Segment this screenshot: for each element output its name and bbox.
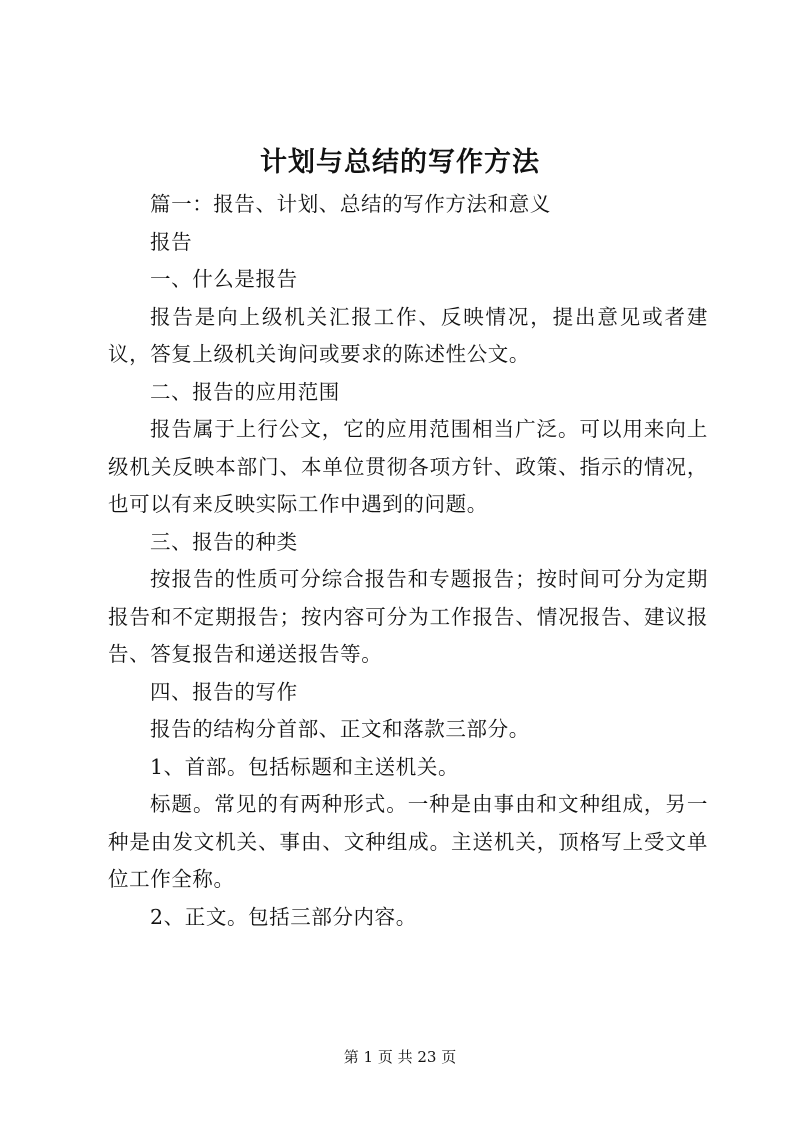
paragraph-body-part: 2、正文。包括三部分内容。 — [150, 904, 417, 929]
document-body — [108, 186, 708, 936]
paragraph-scope: 报告属于上行公文，它的应用范围相当广泛。可以用来向上级机关反映本部门、本单位贯彻各项方针、政策、指示的情况，也可以有来反映实际工作中遇到的问题。 — [108, 417, 708, 516]
paragraph-heading-report: 报告 — [150, 229, 193, 254]
paragraph-structure: 报告的结构分首部、正文和落款三部分。 — [150, 717, 530, 741]
document-title: 计划与总结的写作方法 — [260, 147, 540, 178]
section-heading-3: 三、报告的种类 — [150, 529, 298, 554]
section-heading-2: 二、报告的应用范围 — [150, 379, 340, 404]
paragraph-header-part: 1、首部。包括标题和主送机关。 — [150, 754, 460, 779]
paragraph-definition: 报告是向上级机关汇报工作、反映情况，提出意见或者建议，答复上级机关询问或要求的陈述性公文。 — [108, 304, 708, 366]
paragraph-subtitle: 篇一：报告、计划、总结的写作方法和意义 — [150, 192, 551, 216]
paragraph-title-forms: 标题。常见的有两种形式。一种是由事由和文种组成，另一种是由发文机关、事由、文种组成。主送机关，顶格写上受文单位工作全称。 — [108, 792, 708, 891]
page-number-footer: 第 1 页 共 23 页 — [343, 1048, 457, 1066]
paragraph-types: 按报告的性质可分综合报告和专题报告；按时间可分为定期报告和不定期报告；按内容可分为工作报告、情况报告、建议报告、答复报告和递送报告等。 — [108, 567, 708, 666]
section-heading-4: 四、报告的写作 — [150, 679, 298, 704]
section-heading-1: 一、什么是报告 — [150, 267, 298, 291]
